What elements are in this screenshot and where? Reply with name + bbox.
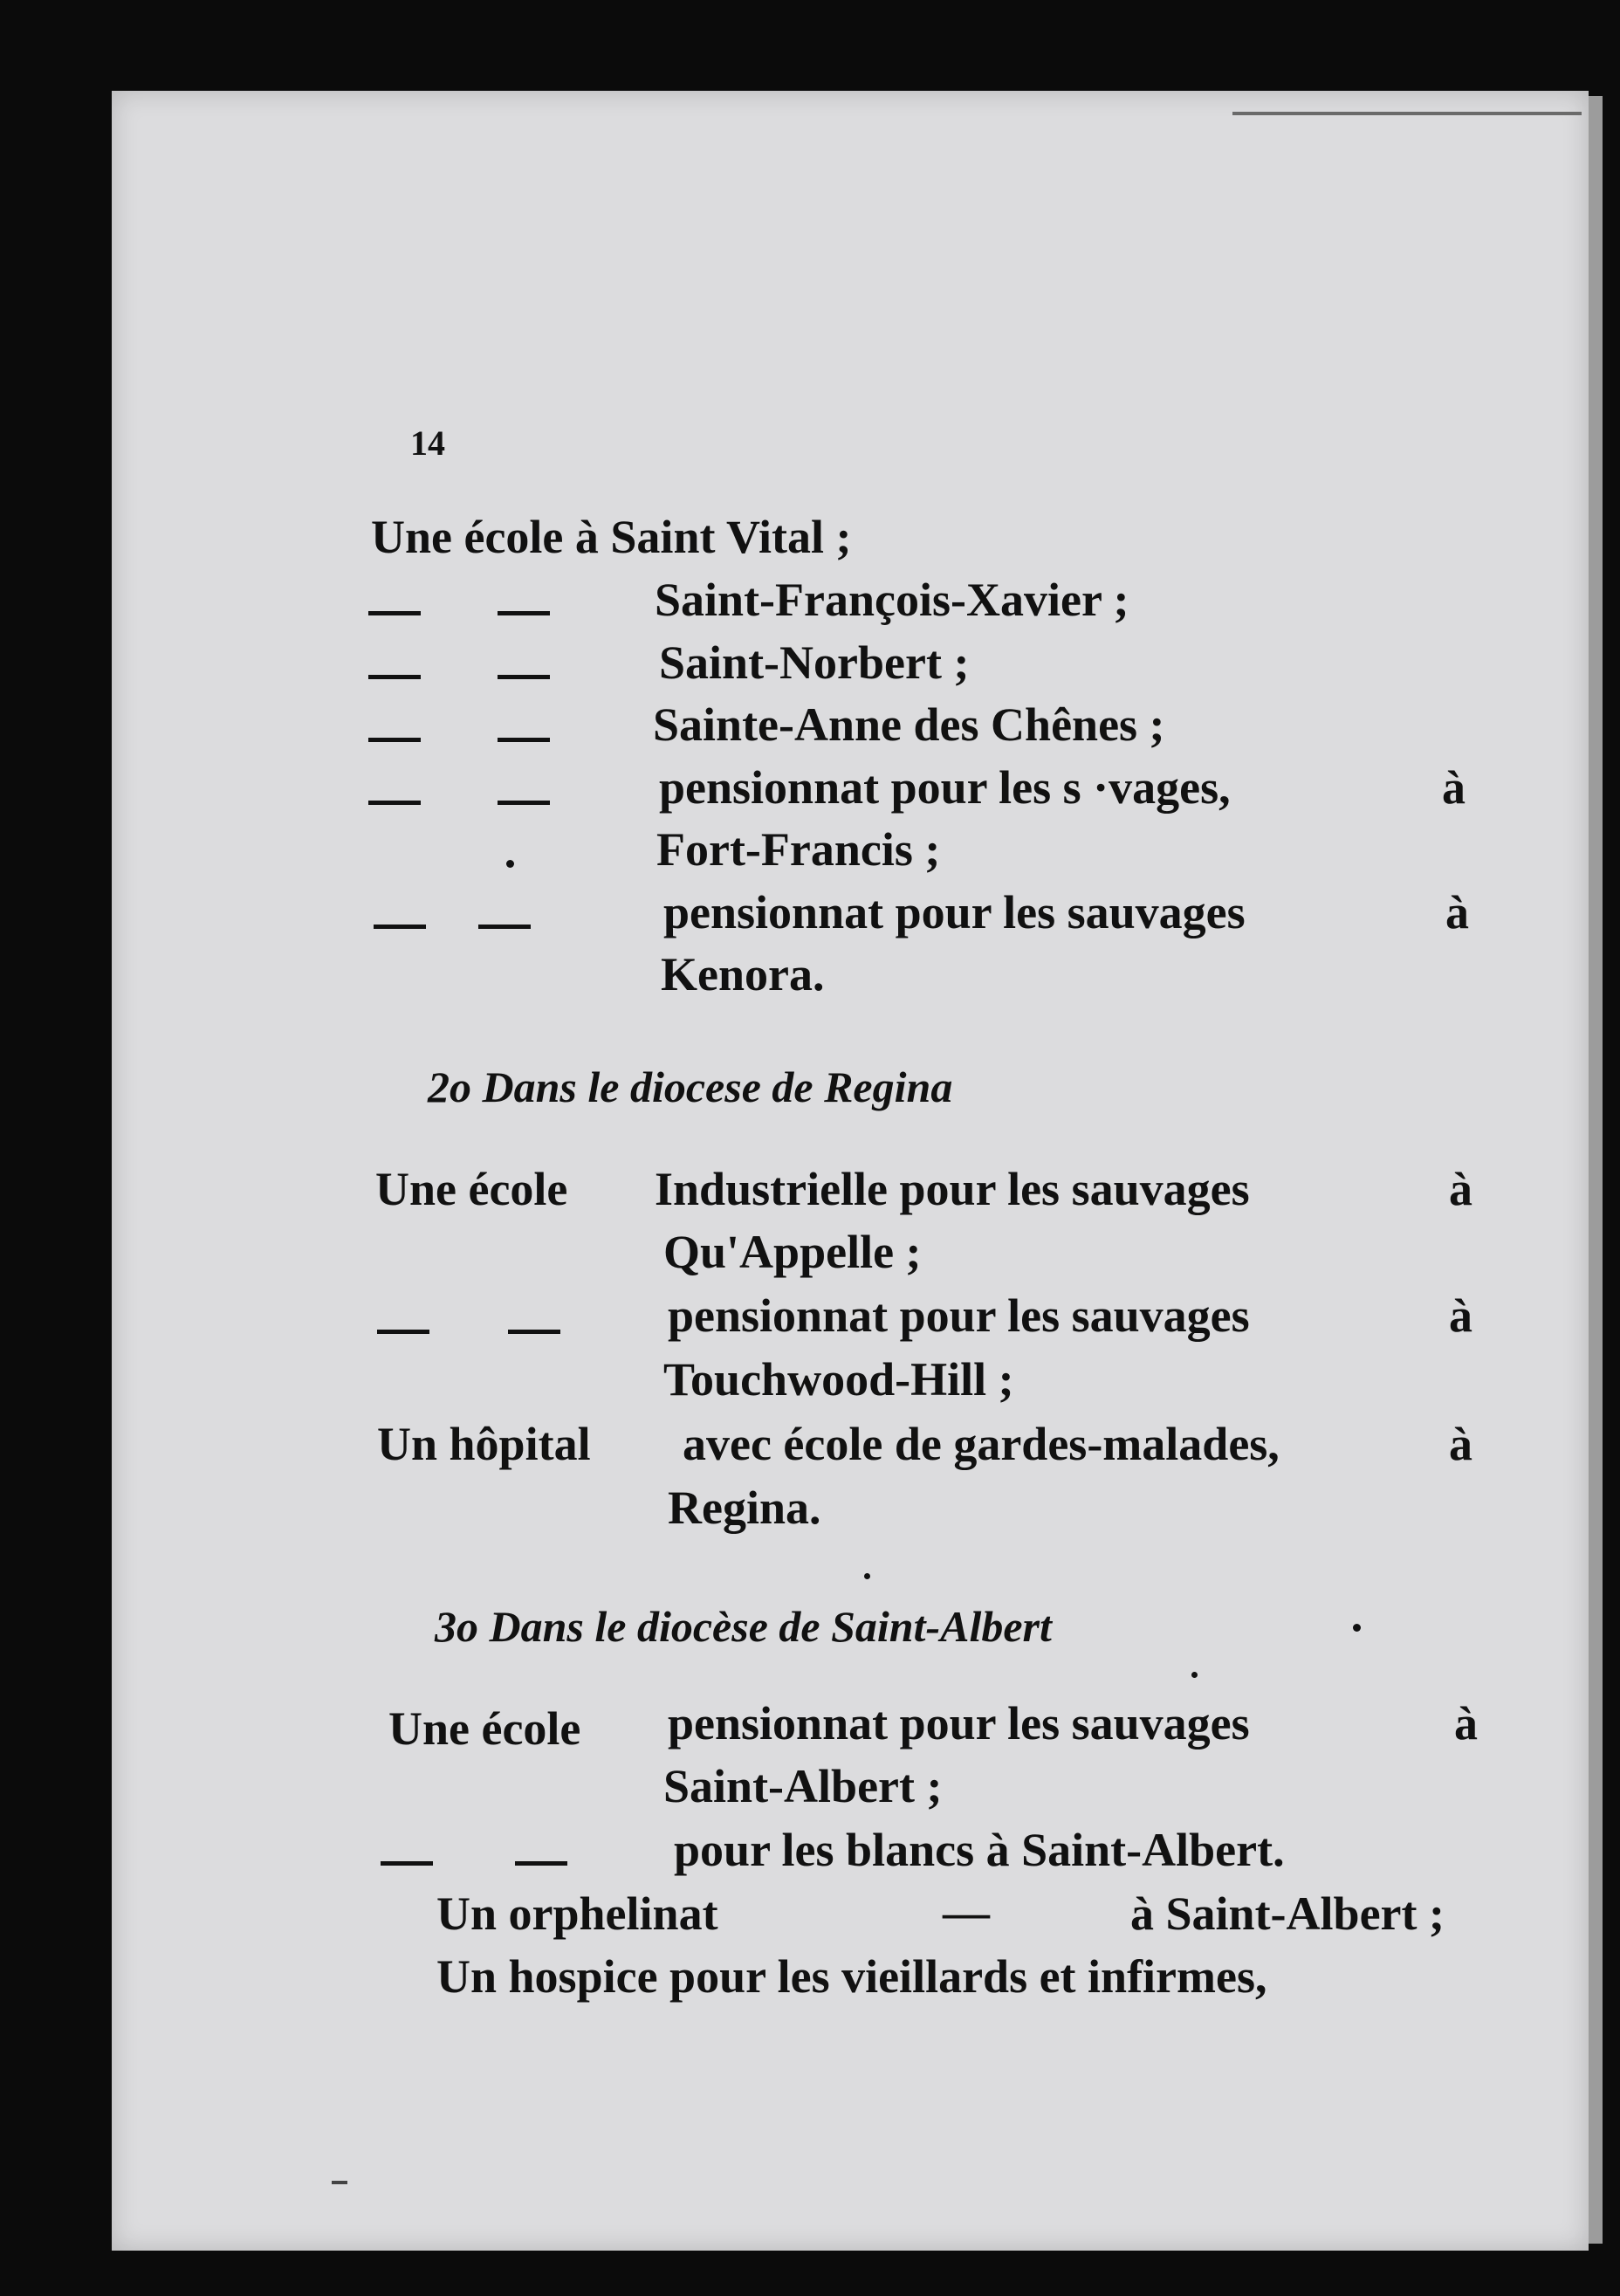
line-un-hopital: Un hôpital — [377, 1418, 591, 1470]
line-un-orphelinat: Un orphelinat — [436, 1887, 718, 1940]
ink-dot — [1353, 1624, 1361, 1632]
line-orphelinat-saint-albert: à Saint-Albert ; — [1130, 1887, 1445, 1940]
line-a: à — [1449, 1163, 1472, 1215]
line-pour-les-blancs: pour les blancs à Saint-Albert. — [674, 1824, 1285, 1876]
line-kenora: Kenora. — [661, 948, 825, 1000]
line-sainte-anne: Sainte-Anne des Chênes ; — [653, 698, 1165, 751]
ditto-dash — [498, 738, 550, 742]
line-a: à — [1445, 886, 1469, 938]
ditto-dash — [377, 1330, 429, 1334]
ink-mark — [332, 2181, 347, 2184]
line-pensionnat-fort-francis: pensionnat pour les s ·vages, — [659, 761, 1231, 814]
line-industrielle: Industrielle pour les sauvages — [655, 1163, 1250, 1215]
ditto-dash — [374, 925, 426, 929]
ink-dot — [864, 1573, 870, 1579]
ditto-dash — [368, 738, 421, 742]
ditto-dash — [381, 1861, 433, 1866]
heading-diocese-regina: 2o Dans le diocese de Regina — [428, 1062, 953, 1111]
line-pensionnat-saint-albert: pensionnat pour les sauvages — [668, 1697, 1250, 1749]
ditto-dash — [368, 801, 421, 805]
line-fort-francis: Fort-Francis ; — [656, 823, 941, 876]
ditto-dash — [478, 925, 531, 929]
line-saint-vital: Une école à Saint Vital ; — [371, 511, 852, 563]
line-pensionnat-touchwood: pensionnat pour les sauvages — [668, 1289, 1250, 1342]
line-saint-francois-xavier: Saint-François-Xavier ; — [655, 574, 1129, 626]
ink-dot — [1191, 1672, 1198, 1678]
line-qu-appelle: Qu'Appelle ; — [663, 1226, 922, 1278]
page-number: 14 — [410, 423, 445, 463]
top-rule — [1232, 112, 1582, 115]
line-un-hospice: Un hospice pour les vieillards et infirmes, — [436, 1950, 1267, 2003]
line-saint-albert: Saint-Albert ; — [663, 1760, 943, 1812]
line-gardes-malades: avec école de gardes-malades, — [683, 1418, 1280, 1470]
line-a: à — [1449, 1289, 1472, 1342]
line-une-ecole: Une école — [375, 1163, 568, 1215]
line-a: à — [1449, 1418, 1472, 1470]
ditto-dash — [368, 675, 421, 679]
ink-dot — [506, 860, 514, 868]
line-regina: Regina. — [668, 1481, 821, 1534]
ditto-dash — [498, 675, 550, 679]
line-touchwood-hill: Touchwood-Hill ; — [663, 1353, 1014, 1406]
line-une-ecole-2: Une école — [388, 1702, 581, 1755]
line-a: à — [1442, 761, 1466, 814]
line-saint-norbert: Saint-Norbert ; — [659, 636, 970, 689]
ditto-dash — [368, 611, 421, 615]
ditto-dash — [498, 611, 550, 615]
line-pensionnat-kenora: pensionnat pour les sauvages — [663, 886, 1246, 938]
heading-diocese-saint-albert: 3o Dans le diocèse de Saint-Albert — [435, 1602, 1052, 1651]
line-a: à — [1454, 1697, 1478, 1749]
page-edge — [1589, 96, 1603, 2244]
line-ditto-orphelinat: — — [943, 1886, 990, 1938]
ditto-dash — [498, 801, 550, 805]
ditto-dash — [508, 1330, 560, 1334]
ditto-dash — [515, 1861, 567, 1866]
